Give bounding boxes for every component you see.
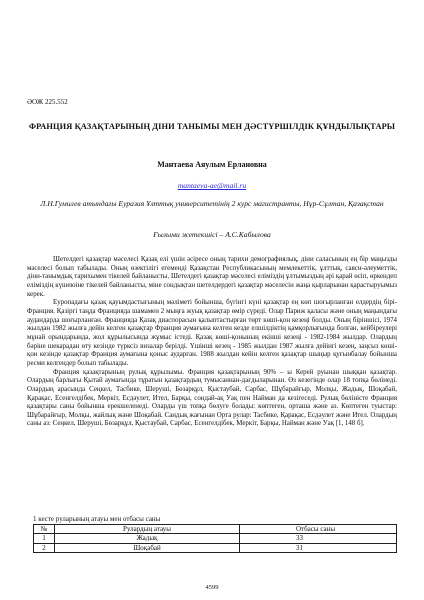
article-body (27, 256, 397, 429)
table-cell-families: 31 (240, 543, 397, 552)
body-paragraph-2: Еуропадағы қазақ қауымдастығының мәліметі бойынша, бүгінгі күні қазақтар ең көп шоғырланған елдердің бірі-Франция. Қазіргі таңда Францияда шамамен 2 мыңға жуық қазақтар өмір сүреді. Олар Париж қаласы және оның маңындағы аудандарда шоғырланған. Францияда Қазақ диаспорасын қалыптастырған төрт көші-қон кезеңі болды. Оның біріншісі, 1974 жылдан 1982 жылға дейін келген қазақтар Франция аумағына келген кезде елшілдіктің қамқорлығында болған, кейбіреулері мұнай орындарында, жол құрылысында жұмыс істеді. Қазақ көші-қонының екінші кезеңі - 1982-1984 жылдар. Олардың бәріне шекарадан өту кезінде түрксіз визалар берілді. Үшінші кезең - 1985 жылдан 1987 жылға дейінгі кезең, заңсыз көші-қон кезінде қазақтар Франция аумағына қоныс аударған. 1988 жылдан кейін келген қазақтар шыңыр қуғынбалау бойынша ресми келгендер болып табылады. (27, 299, 397, 367)
table-header-row (34, 525, 397, 534)
author-affiliation: Л.Н.Гумилев атындағы Еуразия Ұлттық университетінің 2 курс магистранты, Нұр-Сұлтан, Қазақстан (40, 199, 384, 208)
udc-code: ӘОЖ 225.552 (27, 98, 68, 106)
header-cell-number: № (34, 525, 55, 534)
author-email-link[interactable]: mantaeva-ae@mail.ru (177, 181, 247, 190)
header-cell-clan: Рулардың атауы (55, 525, 240, 534)
table-cell-clan: Шоқабай (55, 543, 240, 552)
page-number: 4599 (205, 584, 219, 591)
article-title: ФРАНЦИЯ ҚАЗАҚТАРЫНЫҢ ДІНИ ТАНЫМЫ МЕН ДӘСТҮРШІЛДІК ҚҰНДЫЛЫҚТАРЫ (28, 122, 396, 131)
table-row (34, 534, 397, 543)
header-cell-families: Отбасы саны (240, 525, 397, 534)
table-caption: 1 кесте руларының атауы мен отбасы саны (33, 515, 161, 523)
table-row (34, 543, 397, 552)
clan-table (33, 524, 397, 553)
table-cell-clan: Жадық (55, 534, 240, 543)
author-name: Мантаева Аяулым Ерлановна (157, 160, 267, 169)
table-cell-number: 1 (34, 534, 55, 543)
table-cell-families: 33 (240, 534, 397, 543)
body-paragraph-3: Франция қазақтарының рулық құрылымы. Франция қазақтарының 90% – ы Керей руынан шыққан қазақтар. Олардың барлығы Қытай аумағында тұратын қазақтардың тумысаннан-дағдыларынан. Өз кезегінде олар 18 топқа бөлінеді. Олардың арасында Сеңкел, Тасбике, Шеруші, Бөзарқұл, Қыстаубай, Сарбас, Шұбарайғыр, Молқы, Жадық, Шоқабай, Қарақас, Есенгелдібек, Меркіт, Есдәулет, Ител, Барқы, сондай-ақ Уақ пен Найман да кезігеседі. Рулық бөліністе Франция қазақтары саны бойынша ерекшеленеді. Оларды үш топқа бөлуге болады: көптеген, орташа және аз. Көптеген туыстар: Шұбарайғыр, Молқы, жайлық және Шоқабай. Сандық жағынан Орта рулар: Тасбике, Қарақас, Есдәулет және Ител. Олардың саны аз: Сеңкел, Шеруші, Бөзарқұл, Қыстаубай, Сарбас, Есенгелдібек, Меркіт, Барқы, Найман және Уақ [1, 148 б]. (27, 368, 397, 428)
supervisor-line: Ғылыми жетекшісі – А.С.Кабылова (153, 230, 271, 239)
body-paragraph-1: Шетелдегі қазақтар мәселесі Қазақ елі үшін әсіресе оның тарихи демографиялық, діни саласының ең бір маңызды мәселесі болып табылады. Оның өзектілігі егемендi Қазақстан Республикасының мемлекеттік, ұлттық, саяси-әлеуметтік, діни-танымдық тарихымен тікелей байланысты. Шетелдегі қазақтар мәселесі еліміздің ұлтымыздың әрі қарай өсіп, өркендеп еліміздің күшеюіне тікелей байланысты, міне сондықтан шетелдердегі қазақтар мәселесін жаңа қырларынан қарастыруымыз керек. (27, 256, 397, 298)
table-cell-number: 2 (34, 543, 55, 552)
